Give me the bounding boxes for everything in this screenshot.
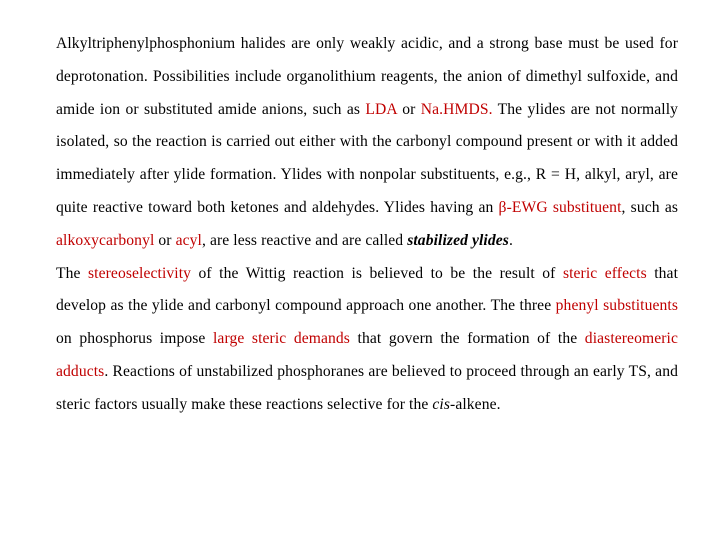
term-alkoxycarbonyl: alkoxycarbonyl xyxy=(56,231,155,249)
term-stabilized-ylides: stabilized ylides xyxy=(407,231,509,249)
text-segment: , such as xyxy=(621,198,679,216)
document-body xyxy=(56,28,678,422)
text-segment: or xyxy=(396,100,421,118)
term-beta-ewg-substituent: β-EWG substituent xyxy=(498,198,622,216)
term-lda: LDA xyxy=(365,100,397,118)
text-segment: -alkene. xyxy=(450,395,501,413)
paragraph-ylide-formation xyxy=(56,28,678,258)
text-segment: that govern the formation of the xyxy=(349,330,585,348)
term-acyl: acyl xyxy=(175,231,202,249)
term-steric-effects: steric effects xyxy=(562,264,647,282)
term-stereoselectivity: stereoselectivity xyxy=(88,264,192,282)
term-cis: cis xyxy=(432,395,451,413)
text-segment: , are less reactive and are called xyxy=(201,231,408,249)
text-segment: or xyxy=(154,231,176,249)
paragraph-stereoselectivity xyxy=(56,258,678,422)
term-phenyl-substituents: phenyl substituents xyxy=(555,297,678,315)
text-segment: . xyxy=(508,231,513,249)
term-large-steric-demands: large steric demands xyxy=(213,330,350,348)
text-segment: that develop as the ylide and carbonyl compound approach one another. The three xyxy=(56,264,678,315)
text-segment: Alkyltriphenylphosphonium halides are only weakly acidic, and a strong base must be used for deprotonation. Possibilities include organolithium reagents, the anion of dimethyl sulfoxide, and amide ion or substituted amide anions, such as xyxy=(56,35,678,118)
text-segment: The xyxy=(56,264,89,282)
term-diastereomeric-adducts: diastereomeric adducts xyxy=(56,330,678,380)
text-segment: of the Wittig reaction is believed to be the result of xyxy=(191,264,563,282)
text-segment: on phosphorus impose xyxy=(56,330,213,348)
text-segment: The ylides are not normally isolated, so the reaction is carried out either with the carbonyl compound present or with it added immediately after ylide formation. Ylides with nonpolar substituents, e.g., R = H, alkyl, aryl, are quite reactive toward both ketones and aldehydes. Ylides having an xyxy=(56,100,679,216)
term-nahmds: Na.HMDS. xyxy=(420,100,493,118)
text-segment: . Reactions of unstabilized phosphoranes are believed to proceed through an early TS, and steric factors usually make these reactions selective for the xyxy=(56,362,678,413)
